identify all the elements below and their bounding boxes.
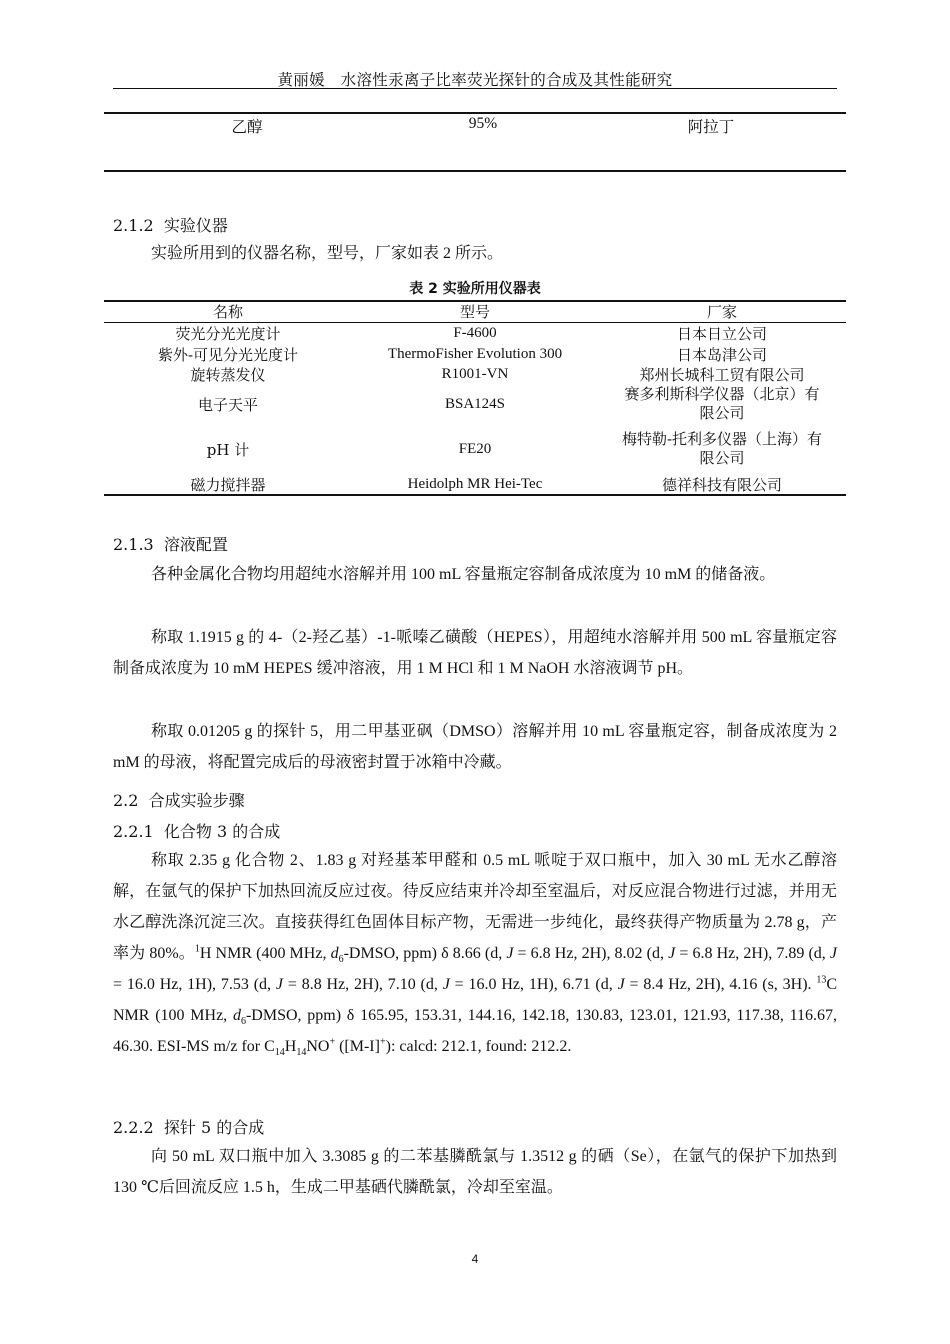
- formula-text: NO: [306, 1038, 330, 1055]
- cell-name: 旋转蒸发仪: [190, 365, 266, 384]
- nmr-text: = 16.0 Hz, 1H), 7.53 (d,: [113, 976, 276, 993]
- header-name: 名称: [212, 303, 243, 321]
- page-header-title: 黄丽媛 水溶性汞离子比率荧光探针的合成及其性能研究: [277, 71, 673, 89]
- table-row: [104, 384, 846, 424]
- cell-maker: 郑州长城科工贸有限公司: [639, 365, 805, 384]
- section-heading-2-2-2: [113, 1115, 264, 1138]
- table1-cell-maker: 阿拉丁: [687, 118, 735, 136]
- cell-name: 磁力搅拌器: [190, 475, 266, 494]
- ms-text: ): calcd: 212.1, found: 212.2.: [385, 1038, 572, 1055]
- subscript: 14: [296, 1047, 307, 1059]
- subscript: 14: [274, 1047, 285, 1059]
- table-row: [104, 474, 846, 494]
- table-header-row: [104, 302, 846, 322]
- cell-model: BSA124S: [444, 395, 506, 412]
- table1-bottom-rule: [104, 170, 846, 172]
- italic-j: J: [617, 976, 625, 993]
- page-number: 4: [471, 1252, 479, 1266]
- paragraph-synthesis-3: [113, 845, 837, 1062]
- cell-maker: 日本岛津公司: [676, 345, 767, 364]
- section-number: 2.1.2: [113, 216, 154, 235]
- table1-cell-name: 乙醇: [231, 118, 263, 136]
- cell-model: FE20: [458, 440, 492, 457]
- nmr-text: -DMSO, ppm) δ 8.66 (d,: [343, 945, 507, 962]
- table1-row: [104, 115, 846, 137]
- superscript: +: [379, 1036, 386, 1048]
- table-row: [104, 424, 846, 474]
- superscript: 13: [816, 974, 827, 986]
- cell-model: R1001-VN: [441, 365, 509, 382]
- italic-j: J: [668, 945, 676, 962]
- nmr-text: = 6.8 Hz, 2H), 8.02 (d,: [513, 945, 669, 962]
- section-title: 溶液配置: [163, 535, 228, 554]
- section-heading-2-2: [113, 788, 245, 811]
- section-title: 合成实验步骤: [148, 791, 245, 810]
- paragraph: 称取 1.1915 g 的 4-（2-羟乙基）-1-哌嗪乙磺酸（HEPES），用超纯水溶解并用 500 mL 容量瓶定容制备成浓度为 10 mM HEPES 缓冲溶液，用 1 M HCl 和 1 M NaOH 水溶液调节 pH。: [113, 629, 837, 677]
- nmr-text: = 16.0 Hz, 1H), 6.71 (d,: [449, 976, 618, 993]
- header-rule: [113, 88, 837, 89]
- nmr-text: H NMR (400 MHz,: [199, 945, 331, 962]
- cell-maker: 德祥科技有限公司: [661, 475, 782, 494]
- italic-j: J: [442, 976, 450, 993]
- italic-j: J: [829, 945, 838, 962]
- ms-text: ([M-I]: [335, 1038, 380, 1055]
- section-title: 探针 5 的合成: [163, 1118, 265, 1137]
- table1-top-rule: [104, 112, 846, 114]
- cell-name: 荧光分光光度计: [175, 325, 281, 343]
- cell-name: 紫外-可见分光光度计: [157, 345, 299, 364]
- section-title: 实验仪器: [163, 216, 228, 235]
- cell-model: ThermoFisher Evolution 300: [387, 345, 563, 362]
- section-number: 2.2.1: [113, 822, 154, 841]
- superscript: 1: [194, 943, 200, 955]
- section-title: 化合物 3 的合成: [163, 822, 281, 841]
- cell-model: Heidolph MR Hei-Tec: [407, 475, 543, 492]
- cell-maker: 赛多利斯科学仪器（北京）有限公司: [624, 385, 820, 422]
- nmr-text: = 6.8 Hz, 2H), 7.89 (d,: [675, 945, 830, 962]
- cell-maker: 日本日立公司: [676, 325, 767, 343]
- section-number: 2.2: [113, 791, 139, 810]
- italic-d: d: [232, 1007, 241, 1024]
- section-heading-2-1-2: [113, 213, 228, 236]
- cell-name: pH 计: [206, 440, 250, 459]
- nmr-text: C NMR (100 MHz,: [113, 976, 838, 1024]
- table-row: [104, 323, 846, 344]
- nmr-text: = 8.8 Hz, 2H), 7.10 (d,: [283, 976, 443, 993]
- paragraph: 实验所用到的仪器名称，型号，厂家如表 2 所示。: [151, 245, 504, 262]
- section-heading-2-2-1: [113, 819, 280, 842]
- header-model: 型号: [459, 303, 490, 321]
- section-heading-2-1-3: [113, 532, 228, 555]
- cell-model: F-4600: [453, 325, 497, 341]
- subscript: 6: [338, 954, 344, 966]
- table2-caption: 表 2 实验所用仪器表: [409, 281, 541, 297]
- paragraph: 向 50 mL 双口瓶中加入 3.3085 g 的二苯基膦酰氯与 1.3512 g 的硒（Se），在氩气的保护下加热到 130 ℃后回流反应 1.5 h，生成二甲基硒代膦酰氯，冷却至室温。: [113, 1148, 837, 1196]
- nmr-text: -DMSO, ppm) δ 165.95, 153.31, 144.16, 142.18, 130.83, 123.01, 121.93, 117.38, 116.67, 46.30. ESI-MS m/z for C: [113, 1007, 838, 1055]
- formula-text: H: [284, 1038, 297, 1055]
- section-number: 2.2.2: [113, 1118, 154, 1137]
- table1-cell-spec: 95%: [468, 115, 498, 132]
- header-maker: 厂家: [706, 303, 737, 321]
- paragraph: 称取 0.01205 g 的探针 5，用二甲基亚砜（DMSO）溶解并用 10 mL 容量瓶定容，制备成浓度为 2 mM 的母液，将配置完成后的母液密封置于冰箱中冷藏。: [113, 723, 837, 771]
- synthesis-text: 称取 2.35 g 化合物 2、1.83 g 对羟基苯甲醛和 0.5 mL 哌啶于双口瓶中，加入 30 mL 无水乙醇溶解，在氩气的保护下加热回流反应过夜。待反应结束并冷却至室温后，对反应混合物进行过滤，并用无水乙醇洗涤沉淀三次。直接获得红色固体目标产物，无需进一步纯化，最终获得产物质量为 2.78 g，产率为 80%。: [113, 852, 837, 962]
- italic-j: J: [506, 945, 514, 962]
- section-number: 2.1.3: [113, 535, 154, 554]
- cell-maker: 梅特勒-托利多仪器（上海）有限公司: [621, 430, 823, 467]
- subscript: 6: [240, 1016, 246, 1028]
- italic-j: J: [275, 976, 283, 993]
- superscript: +: [329, 1036, 336, 1048]
- table-row: [104, 344, 846, 364]
- italic-d: d: [330, 945, 339, 962]
- instrument-table: [104, 300, 846, 496]
- nmr-text: = 8.4 Hz, 2H), 4.16 (s, 3H).: [624, 976, 817, 993]
- cell-name: 电子天平: [197, 395, 258, 414]
- paragraph: 各种金属化合物均用超纯水溶解并用 100 mL 容量瓶定容制备成浓度为 10 mM 的储备液。: [151, 566, 776, 583]
- table-row: [104, 364, 846, 384]
